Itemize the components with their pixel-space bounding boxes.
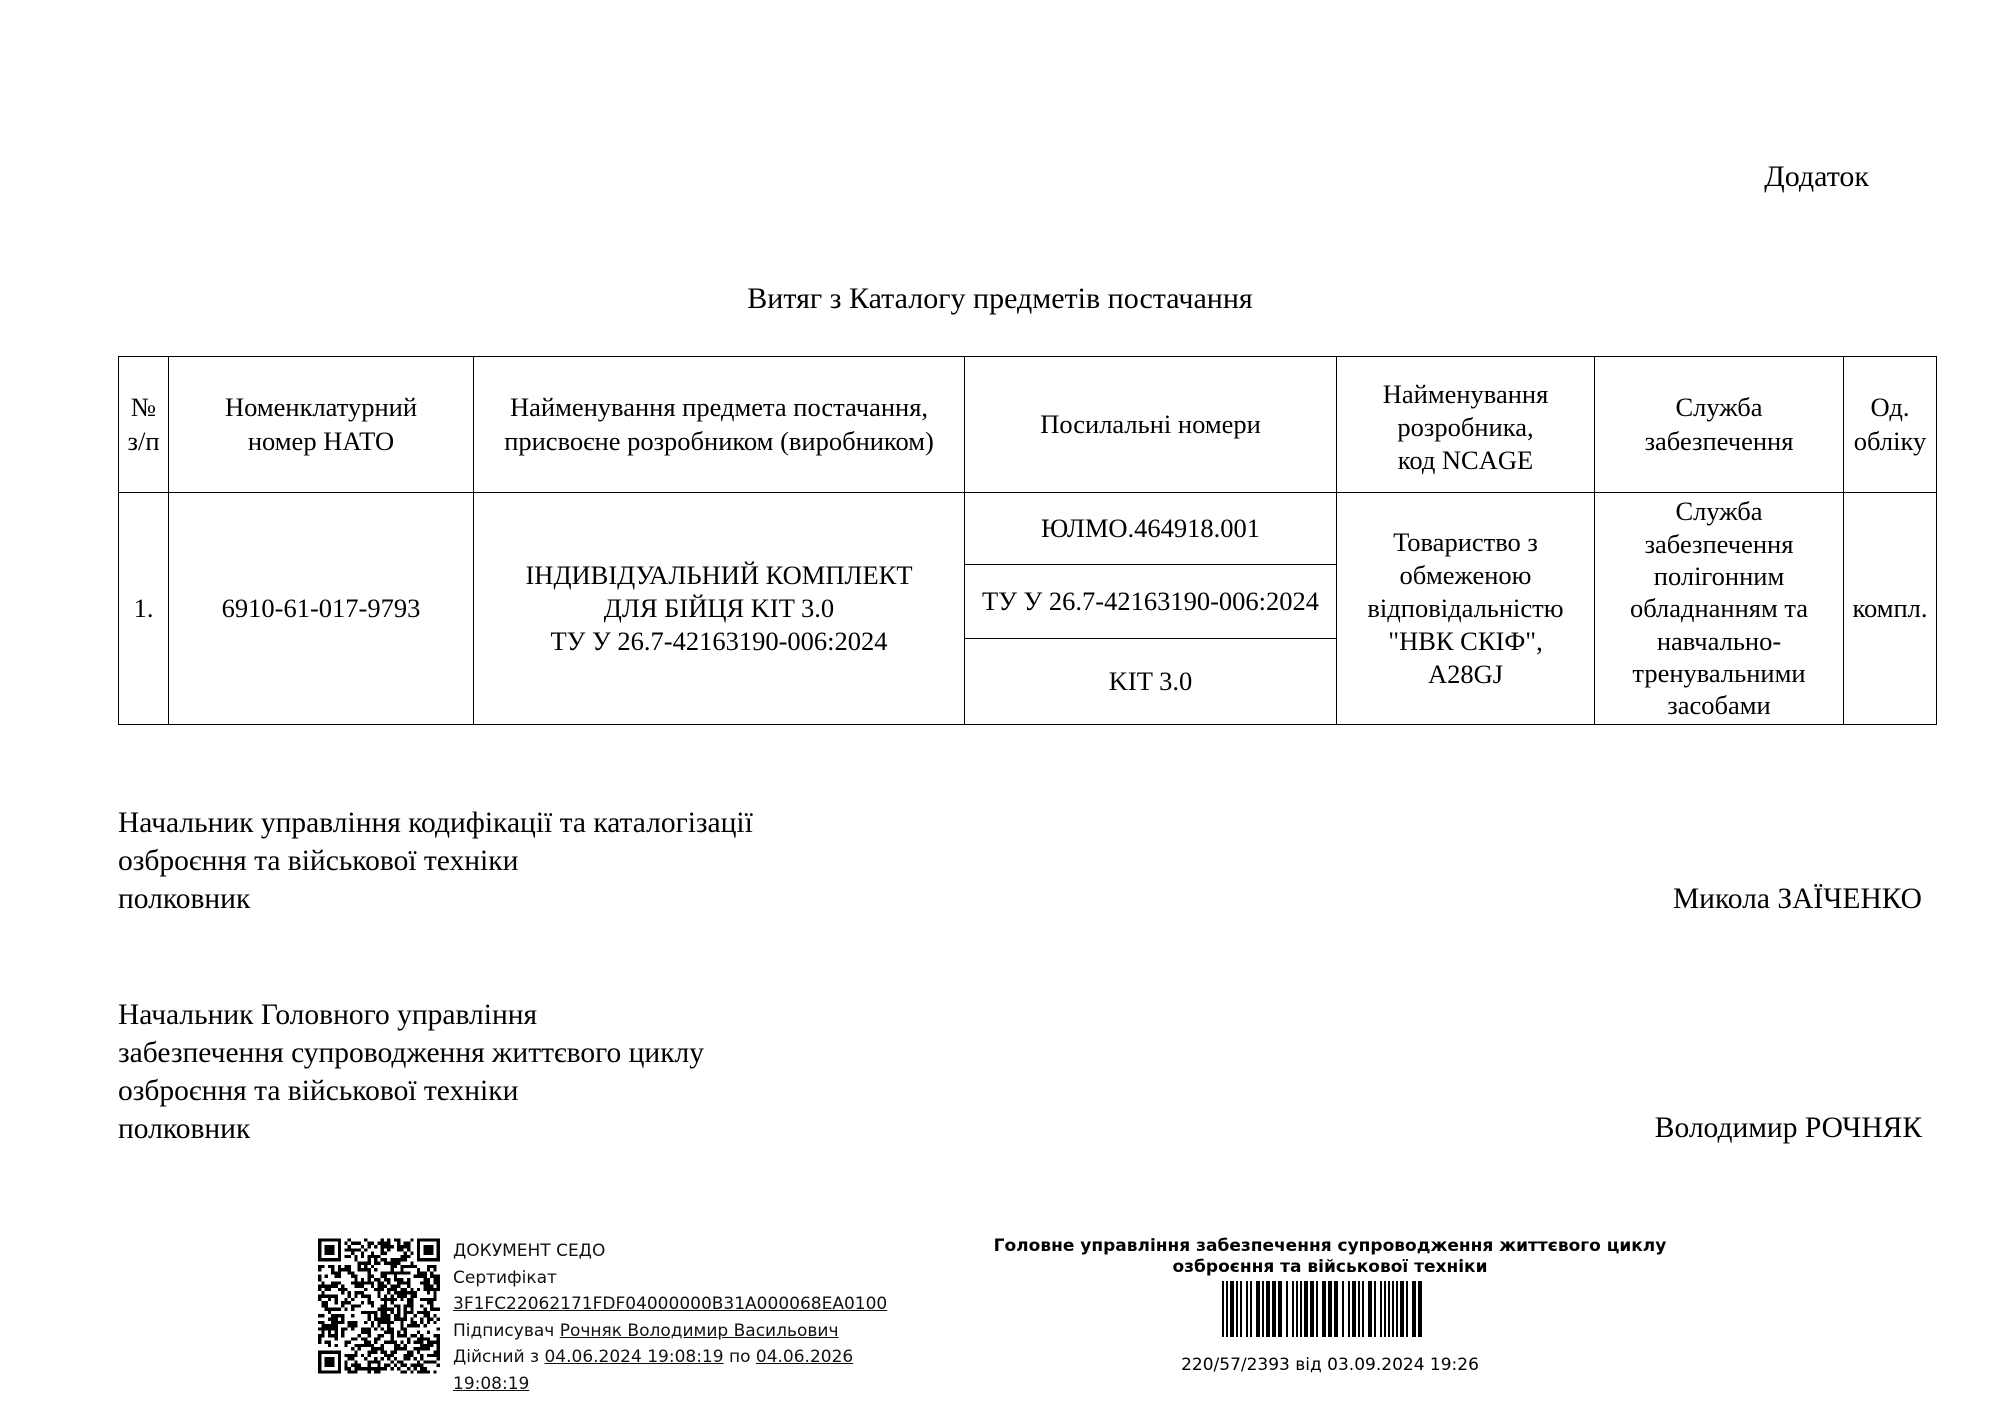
position-line: забезпечення супроводження життєвого циклу — [118, 1037, 705, 1069]
position-line: полковник — [118, 1113, 251, 1145]
position-line: озброєння та військової техніки — [118, 845, 519, 877]
barcode-icon — [1222, 1281, 1428, 1337]
stamp-valid-from-label: Дійсний з — [453, 1347, 540, 1367]
qr-code-icon — [318, 1238, 440, 1374]
stamp-valid-to-date: 04.06.2026 — [755, 1347, 854, 1367]
cell-num: 1. — [119, 493, 169, 725]
header-num: № з/п — [119, 357, 169, 493]
e-signature-stamp — [453, 1238, 887, 1397]
stamp-valid-to-time: 19:08:19 — [453, 1373, 530, 1394]
table-header-row — [119, 357, 1937, 493]
catalog-table — [118, 356, 1937, 725]
signature-name-1: Микола ЗАЇЧЕНКО — [1672, 883, 1922, 915]
cell-unit: компл. — [1844, 493, 1937, 725]
stamp-validity-line — [453, 1344, 887, 1371]
position-line: Начальник Головного управління — [118, 999, 538, 1031]
signature-block-2-position — [118, 996, 704, 1148]
cell-ref-number-3: KIT 3.0 — [965, 639, 1337, 725]
header-reference-numbers: Посилальні номери — [965, 357, 1337, 493]
cell-ref-number-2: ТУ У 26.7-42163190-006:2024 — [965, 565, 1337, 639]
header-nato-number: Номенклатурний номер НАТО — [169, 357, 474, 493]
position-line: озброєння та військової техніки — [118, 1075, 519, 1107]
cell-item-name: ІНДИВІДУАЛЬНИЙ КОМПЛЕКТ ДЛЯ БІЙЦЯ KIT 3.0 ТУ У 26.7-42163190-006:2024 — [474, 493, 965, 725]
cell-service: Служба забезпечення полігонним обладнанням та навчально- тренувальними засобами — [1595, 493, 1844, 725]
stamp-valid-to-label: по — [728, 1347, 751, 1367]
appendix-label: Додаток — [1764, 160, 1869, 193]
stamp-cert-number: 3F1FC22062171FDF04000000B31A000068EA0100 — [453, 1294, 888, 1314]
document-title: Витяг з Каталогу предметів постачання — [747, 282, 1253, 315]
stamp-signer-name: Рочняк Володимир Васильович — [559, 1320, 839, 1341]
cell-developer: Товариство з обмеженою відповідальністю "НВК СКІФ", A28GJ — [1337, 493, 1595, 725]
table-row — [119, 493, 1937, 565]
stamp-cert-label: Сертифікат — [453, 1267, 557, 1288]
header-unit: Од. обліку — [1844, 357, 1937, 493]
cell-nato-number: 6910-61-017-9793 — [169, 493, 474, 725]
stamp-signer-label: Підписувач — [453, 1320, 555, 1341]
signature-name-2: Володимир РОЧНЯК — [1654, 1112, 1922, 1144]
header-developer: Найменування розробника, код NCAGE — [1337, 357, 1595, 493]
header-service: Служба забезпечення — [1595, 357, 1844, 493]
stamp-signer-line — [453, 1318, 887, 1345]
registry-organization: Головне управління забезпечення супроводження життєвого циклу озброєння та військової техніки — [993, 1236, 1667, 1277]
signature-block-1-position — [118, 804, 753, 918]
stamp-valid-from: 04.06.2024 19:08:19 — [544, 1347, 724, 1367]
stamp-doc-label: ДОКУМЕНТ СЕДО — [453, 1241, 606, 1261]
header-item-name: Найменування предмета постачання, присвоєне розробником (виробником) — [474, 357, 965, 493]
position-line: Начальник управління кодифікації та каталогізації — [118, 807, 753, 839]
position-line: полковник — [118, 883, 251, 915]
cell-ref-number-1: ЮЛМО.464918.001 — [965, 493, 1337, 565]
registration-number: 220/57/2393 від 03.09.2024 19:26 — [1181, 1355, 1479, 1375]
